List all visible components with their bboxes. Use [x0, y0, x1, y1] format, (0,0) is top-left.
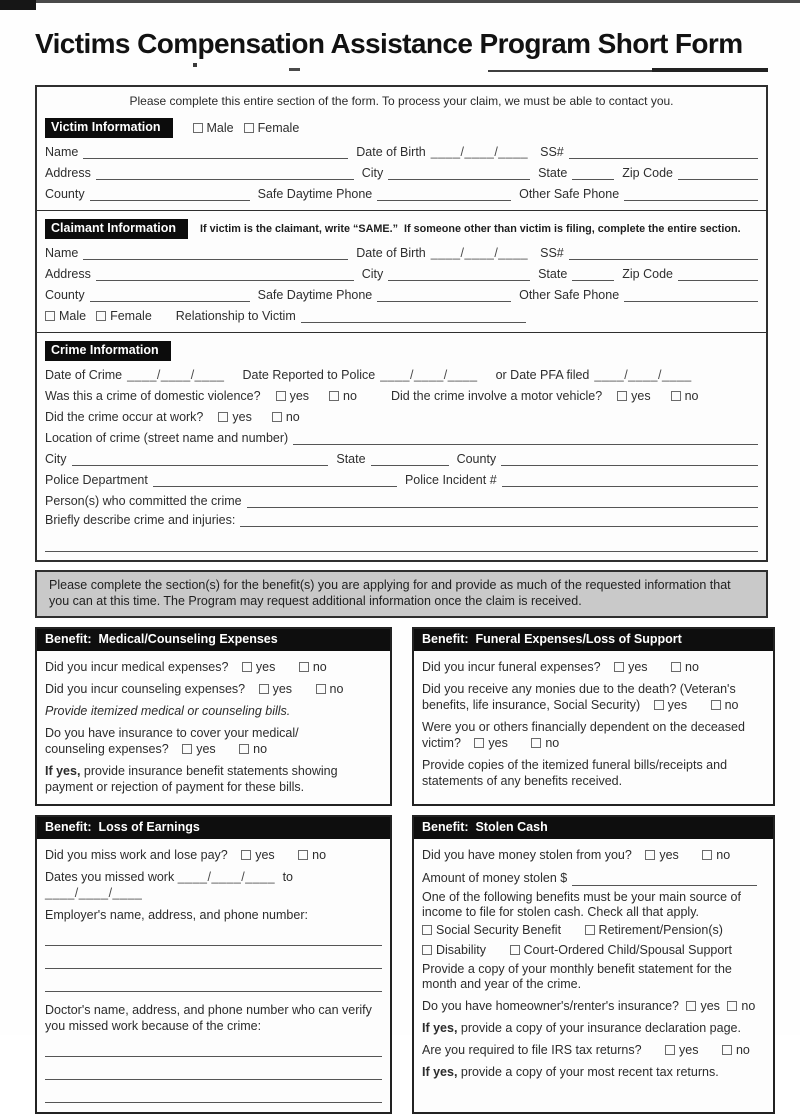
- domestic-violence-question: Was this a crime of domestic violence?: [45, 389, 261, 403]
- no-checkbox[interactable]: [316, 684, 326, 694]
- no-option[interactable]: [298, 848, 326, 862]
- vehicle-no-option[interactable]: [671, 389, 699, 403]
- ssn-label: SS#: [540, 145, 564, 159]
- victim-section-header: Victim Information: [45, 118, 173, 138]
- yes-option[interactable]: [645, 848, 678, 862]
- female-checkbox[interactable]: [96, 311, 106, 321]
- persons-label: Person(s) who committed the crime: [45, 494, 242, 508]
- yes-label: yes: [272, 682, 293, 696]
- yes-checkbox[interactable]: [182, 744, 192, 754]
- victim-county-row: [45, 187, 758, 201]
- crime-at-work-row: [45, 410, 758, 424]
- amount-stolen-row: [422, 870, 765, 886]
- relationship-label: Relationship to Victim: [175, 309, 296, 323]
- homeowner-insurance-row: [422, 998, 765, 1014]
- if-yes-label: If yes,: [422, 1021, 458, 1035]
- city-label: City: [45, 452, 67, 466]
- police-department-field[interactable]: [153, 474, 397, 487]
- monies-received-question: Did you receive any monies due to the death? (Veteran's benefits, life insurance, Social Security): [422, 682, 736, 712]
- contact-instruction: Please complete this entire section of the form. To process your claim, we must be able to contact you.: [129, 94, 674, 108]
- stolen-cash-benefit-section: [412, 815, 775, 1114]
- yes-label: yes: [667, 698, 688, 712]
- crime-location-row: [45, 431, 758, 445]
- disability-label: Disability: [436, 943, 487, 957]
- dependent-question: Were you or others financially dependent on the deceased victim?: [422, 720, 745, 750]
- yes-checkbox[interactable]: [276, 391, 286, 401]
- doctor-field-line2[interactable]: [45, 1076, 382, 1080]
- yes-option[interactable]: [654, 698, 687, 712]
- benefit-checkbox-row2: [422, 942, 765, 958]
- doctor-label: Doctor's name, address, and phone number who can verify you missed work because of the crime:: [45, 1003, 372, 1033]
- address-label: Address: [45, 267, 91, 281]
- date-of-crime-label: Date of Crime: [45, 368, 123, 382]
- crime-state-field[interactable]: [371, 453, 449, 466]
- victim-name-row: [45, 145, 758, 159]
- victim-address-field[interactable]: [96, 167, 354, 180]
- yes-label: yes: [679, 1043, 699, 1057]
- no-label: no: [343, 389, 357, 403]
- monies-received-row: [422, 681, 765, 713]
- victim-state-field[interactable]: [572, 167, 614, 180]
- other-phone-label: Other Safe Phone: [519, 288, 620, 302]
- crime-domestic-vehicle-row: [45, 389, 758, 403]
- yes-checkbox[interactable]: [259, 684, 269, 694]
- funeral-benefit-header: Benefit: Funeral Expenses/Loss of Support: [414, 629, 773, 651]
- no-label: no: [685, 660, 699, 674]
- yes-checkbox[interactable]: [474, 738, 484, 748]
- crime-persons-row: [45, 494, 758, 508]
- police-incident-field[interactable]: [502, 474, 758, 487]
- crime-dates-row: [45, 368, 758, 382]
- income-source-note: One of the following benefits must be your main source of income to file for stolen cash. Check all that apply.: [422, 890, 741, 919]
- county-label: County: [45, 288, 85, 302]
- police-department-label: Police Department: [45, 473, 148, 487]
- no-checkbox[interactable]: [702, 850, 712, 860]
- no-label: no: [716, 848, 731, 862]
- scan-artifact: [289, 68, 300, 71]
- medical-benefit-header: Benefit: Medical/Counseling Expenses: [37, 629, 390, 651]
- no-label: no: [545, 736, 560, 750]
- claimant-other-phone-field[interactable]: [624, 289, 758, 302]
- insurance-statements-text: provide insurance benefit statements showing payment or rejection of payment for these bills.: [45, 764, 338, 794]
- no-label: no: [312, 660, 327, 674]
- male-checkbox[interactable]: [193, 123, 203, 133]
- missed-dates-row: [45, 869, 382, 901]
- funeral-benefit-section: [412, 627, 775, 806]
- yes-checkbox[interactable]: [645, 850, 655, 860]
- victim-other-phone-field[interactable]: [624, 188, 758, 201]
- yes-checkbox[interactable]: [614, 662, 624, 672]
- no-label: no: [741, 999, 756, 1013]
- declaration-page-text: provide a copy of your insurance declaration page.: [460, 1021, 741, 1035]
- employer-label: Employer's name, address, and phone number:: [45, 908, 308, 922]
- no-checkbox[interactable]: [531, 738, 541, 748]
- counseling-expenses-row: [45, 681, 382, 697]
- crime-police-row: [45, 473, 758, 487]
- crime-section-header: Crime Information: [45, 341, 171, 361]
- county-label: County: [45, 187, 85, 201]
- city-label: City: [361, 267, 384, 281]
- no-option[interactable]: [702, 848, 730, 862]
- disability-checkbox[interactable]: [422, 945, 432, 955]
- motor-vehicle-question: Did the crime involve a motor vehicle?: [390, 389, 603, 403]
- state-label: State: [538, 267, 568, 281]
- no-option[interactable]: [316, 682, 344, 696]
- section-divider: [37, 210, 766, 211]
- county-label: County: [456, 452, 497, 466]
- no-option[interactable]: [711, 698, 739, 712]
- female-label: Female: [257, 121, 300, 135]
- funeral-expenses-row: [422, 659, 765, 675]
- disability-option[interactable]: [422, 943, 486, 957]
- missed-work-question: Did you miss work and lose pay?: [45, 848, 228, 862]
- section-divider: [37, 332, 766, 333]
- scan-artifact: [0, 0, 800, 3]
- amount-stolen-field[interactable]: [572, 873, 757, 886]
- claimant-ssn-field[interactable]: [569, 247, 758, 260]
- zip-label: Zip Code: [622, 166, 673, 180]
- retirement-label: Retirement/Pension(s): [598, 923, 723, 937]
- benefit-statement-note: Provide a copy of your monthly benefit statement for the month and year of the crime.: [422, 962, 732, 991]
- stolen-cash-benefit-header: Benefit: Stolen Cash: [414, 817, 773, 839]
- describe-field-line2[interactable]: [45, 539, 758, 552]
- no-checkbox[interactable]: [299, 662, 309, 672]
- no-option[interactable]: [239, 742, 267, 756]
- no-label: no: [253, 742, 268, 756]
- employer-field-line3[interactable]: [45, 988, 382, 992]
- yes-option[interactable]: [686, 999, 719, 1013]
- insurance-question-line1: Do you have insurance to cover your medical/: [45, 726, 299, 740]
- crime-location-label: Location of crime (street name and number): [45, 431, 289, 445]
- yes-checkbox[interactable]: [617, 391, 627, 401]
- no-option[interactable]: [531, 736, 559, 750]
- no-label: no: [724, 698, 739, 712]
- crime-county-field[interactable]: [501, 453, 758, 466]
- pfa-date-label: or Date PFA filed: [495, 368, 590, 382]
- declaration-page-note: [422, 1020, 765, 1036]
- crime-at-work-question: Did the crime occur at work?: [45, 410, 204, 424]
- yes-option[interactable]: [241, 848, 274, 862]
- city-label: City: [361, 166, 384, 180]
- work-no-option[interactable]: [272, 410, 300, 424]
- earnings-benefit-section: [35, 815, 392, 1114]
- claimant-male-option[interactable]: [45, 309, 86, 323]
- insurance-question-line2: counseling expenses?: [45, 742, 169, 756]
- doctor-field-line1[interactable]: [45, 1053, 382, 1057]
- vehicle-yes-option[interactable]: [617, 389, 650, 403]
- doctor-field-line3[interactable]: [45, 1099, 382, 1103]
- yes-option[interactable]: [242, 660, 275, 674]
- funeral-expenses-question: Did you incur funeral expenses?: [422, 660, 601, 674]
- yes-label: yes: [255, 660, 276, 674]
- yes-label: yes: [488, 736, 508, 750]
- address-label: Address: [45, 166, 91, 180]
- date-reported-field[interactable]: ____/____/____: [380, 368, 478, 382]
- to-label: to: [282, 870, 293, 884]
- state-label: State: [336, 452, 366, 466]
- if-yes-label: If yes,: [45, 764, 81, 778]
- female-label: Female: [110, 309, 152, 323]
- victim-dob-field[interactable]: ____/____/____: [430, 145, 529, 159]
- claimant-note: If victim is the claimant, write “SAME.” If someone other than victim is filing, complete the entire section.: [200, 223, 741, 235]
- yes-option[interactable]: [474, 736, 507, 750]
- claimant-zip-field[interactable]: [678, 268, 758, 281]
- yes-option[interactable]: [665, 1043, 698, 1057]
- crime-describe-row: [45, 513, 758, 527]
- missed-dates-label: Dates you missed work: [45, 870, 175, 884]
- itemized-bills-note: Provide itemized medical or counseling bills.: [45, 704, 291, 718]
- scan-artifact: [193, 63, 197, 67]
- claimant-address-row: [45, 267, 758, 281]
- if-yes-label: If yes,: [422, 1065, 458, 1079]
- yes-label: yes: [289, 389, 310, 403]
- no-label: no: [684, 389, 699, 403]
- yes-checkbox[interactable]: [241, 850, 251, 860]
- irs-returns-row: [422, 1042, 765, 1058]
- no-option[interactable]: [671, 660, 699, 674]
- victim-city-field[interactable]: [388, 167, 530, 180]
- social-security-label: Social Security Benefit: [436, 923, 562, 937]
- claimant-section-header: Claimant Information: [45, 219, 188, 239]
- no-option[interactable]: [727, 999, 755, 1013]
- yes-label: yes: [700, 999, 720, 1013]
- crime-city-row: [45, 452, 758, 466]
- no-checkbox[interactable]: [329, 391, 339, 401]
- claimant-address-field[interactable]: [96, 268, 354, 281]
- dob-label: Date of Birth: [356, 246, 426, 260]
- earnings-benefit-header: Benefit: Loss of Earnings: [37, 817, 390, 839]
- claimant-city-field[interactable]: [388, 268, 530, 281]
- persons-field[interactable]: [247, 495, 758, 508]
- no-checkbox[interactable]: [239, 744, 249, 754]
- state-label: State: [538, 166, 568, 180]
- describe-field[interactable]: [240, 514, 758, 527]
- no-checkbox[interactable]: [727, 1001, 737, 1011]
- victim-name-field[interactable]: [83, 146, 348, 159]
- yes-label: yes: [255, 848, 275, 862]
- missed-work-row: [45, 847, 382, 863]
- irs-returns-question: Are you required to file IRS tax returns?: [422, 1043, 642, 1057]
- yes-checkbox[interactable]: [654, 700, 664, 710]
- money-stolen-row: [422, 847, 765, 863]
- yes-label: yes: [659, 848, 679, 862]
- victim-daytime-phone-field[interactable]: [377, 188, 511, 201]
- no-checkbox[interactable]: [272, 412, 282, 422]
- no-option[interactable]: [722, 1043, 750, 1057]
- yes-option[interactable]: [259, 682, 292, 696]
- claimant-state-field[interactable]: [572, 268, 614, 281]
- no-checkbox[interactable]: [298, 850, 308, 860]
- date-of-crime-field[interactable]: ____/____/____: [127, 368, 225, 382]
- recent-tax-returns-note: [422, 1064, 765, 1080]
- social-security-checkbox[interactable]: [422, 925, 432, 935]
- daytime-phone-label: Safe Daytime Phone: [257, 288, 373, 302]
- no-checkbox[interactable]: [671, 391, 681, 401]
- ssn-label: SS#: [540, 246, 564, 260]
- yes-label: yes: [628, 660, 648, 674]
- no-label: no: [329, 682, 344, 696]
- date-reported-label: Date Reported to Police: [242, 368, 376, 382]
- medical-expenses-question: Did you incur medical expenses?: [45, 660, 229, 674]
- amount-stolen-label: Amount of money stolen $: [422, 871, 568, 885]
- child-spousal-support-option[interactable]: [510, 943, 732, 957]
- no-checkbox[interactable]: [722, 1045, 732, 1055]
- medical-benefit-section: [35, 627, 392, 806]
- victim-address-row: [45, 166, 758, 180]
- police-incident-label: Police Incident #: [404, 473, 497, 487]
- male-label: Male: [59, 309, 87, 323]
- claimant-name-field[interactable]: [83, 247, 348, 260]
- scan-artifact: [652, 68, 768, 72]
- yes-checkbox[interactable]: [665, 1045, 675, 1055]
- pfa-date-field[interactable]: ____/____/____: [594, 368, 692, 382]
- claimant-female-option[interactable]: [96, 309, 152, 323]
- insurance-question-row: [45, 725, 382, 757]
- victim-male-option[interactable]: [193, 121, 234, 135]
- other-phone-label: Other Safe Phone: [519, 187, 620, 201]
- insurance-statements-note: [45, 763, 382, 795]
- no-option[interactable]: [299, 660, 327, 674]
- victim-county-field[interactable]: [90, 188, 250, 201]
- crime-location-field[interactable]: [293, 432, 758, 445]
- missed-dates-to-field[interactable]: ____/____/____: [45, 886, 143, 900]
- support-label: Court-Ordered Child/Spousal Support: [523, 943, 732, 957]
- daytime-phone-label: Safe Daytime Phone: [257, 187, 373, 201]
- employer-field-line1[interactable]: [45, 942, 382, 946]
- claimant-name-row: [45, 246, 758, 260]
- victim-ssn-field[interactable]: [569, 146, 758, 159]
- work-yes-option[interactable]: [218, 410, 251, 424]
- yes-option[interactable]: [614, 660, 647, 674]
- domestic-yes-option[interactable]: [276, 389, 309, 403]
- relationship-field[interactable]: [301, 310, 526, 323]
- no-label: no: [312, 848, 327, 862]
- yes-label: yes: [196, 742, 216, 756]
- describe-label: Briefly describe crime and injuries:: [45, 513, 236, 527]
- yes-checkbox[interactable]: [686, 1001, 696, 1011]
- employer-field-line2[interactable]: [45, 965, 382, 969]
- no-checkbox[interactable]: [711, 700, 721, 710]
- domestic-no-option[interactable]: [329, 389, 357, 403]
- yes-label: yes: [232, 410, 252, 424]
- no-label: no: [285, 410, 300, 424]
- name-label: Name: [45, 246, 79, 260]
- contact-section: [35, 85, 768, 562]
- female-checkbox[interactable]: [244, 123, 254, 133]
- yes-checkbox[interactable]: [218, 412, 228, 422]
- social-security-option[interactable]: [422, 923, 561, 937]
- yes-label: yes: [631, 389, 651, 403]
- zip-label: Zip Code: [622, 267, 673, 281]
- missed-dates-from-field[interactable]: ____/____/____: [177, 870, 276, 884]
- benefits-instruction: Please complete the section(s) for the benefit(s) you are applying for and provide as much of the requested information that you can at this time. The Program may request additional information once the claim is received.: [35, 570, 768, 618]
- yes-option[interactable]: [182, 742, 215, 756]
- claimant-dob-field[interactable]: ____/____/____: [430, 246, 529, 260]
- dob-label: Date of Birth: [356, 145, 426, 159]
- victim-zip-field[interactable]: [678, 167, 758, 180]
- claimant-county-field[interactable]: [90, 289, 250, 302]
- page-title: Victims Compensation Assistance Program Short Form: [35, 28, 743, 59]
- homeowner-insurance-question: Do you have homeowner's/renter's insurance?: [422, 999, 679, 1013]
- crime-city-field[interactable]: [72, 453, 329, 466]
- male-checkbox[interactable]: [45, 311, 55, 321]
- medical-expenses-row: [45, 659, 382, 675]
- retirement-checkbox[interactable]: [585, 925, 595, 935]
- benefit-checkbox-row1: [422, 922, 765, 938]
- funeral-bills-note: Provide copies of the itemized funeral bills/receipts and statements of any benefits received.: [422, 758, 728, 788]
- claimant-gender-relationship-row: [45, 309, 758, 323]
- no-label: no: [735, 1043, 750, 1057]
- scan-artifact: [0, 0, 36, 10]
- name-label: Name: [45, 145, 79, 159]
- counseling-expenses-question: Did you incur counseling expenses?: [45, 682, 246, 696]
- crime-describe-extra-row: [45, 539, 758, 552]
- male-label: Male: [206, 121, 234, 135]
- yes-checkbox[interactable]: [242, 662, 252, 672]
- dependent-row: [422, 719, 765, 751]
- claimant-county-row: [45, 288, 758, 302]
- claimant-daytime-phone-field[interactable]: [377, 289, 511, 302]
- recent-tax-returns-text: provide a copy of your most recent tax returns.: [460, 1065, 719, 1079]
- victim-female-option[interactable]: [244, 121, 300, 135]
- no-checkbox[interactable]: [671, 662, 681, 672]
- money-stolen-question: Did you have money stolen from you?: [422, 848, 632, 862]
- support-checkbox[interactable]: [510, 945, 520, 955]
- retirement-option[interactable]: [585, 923, 723, 937]
